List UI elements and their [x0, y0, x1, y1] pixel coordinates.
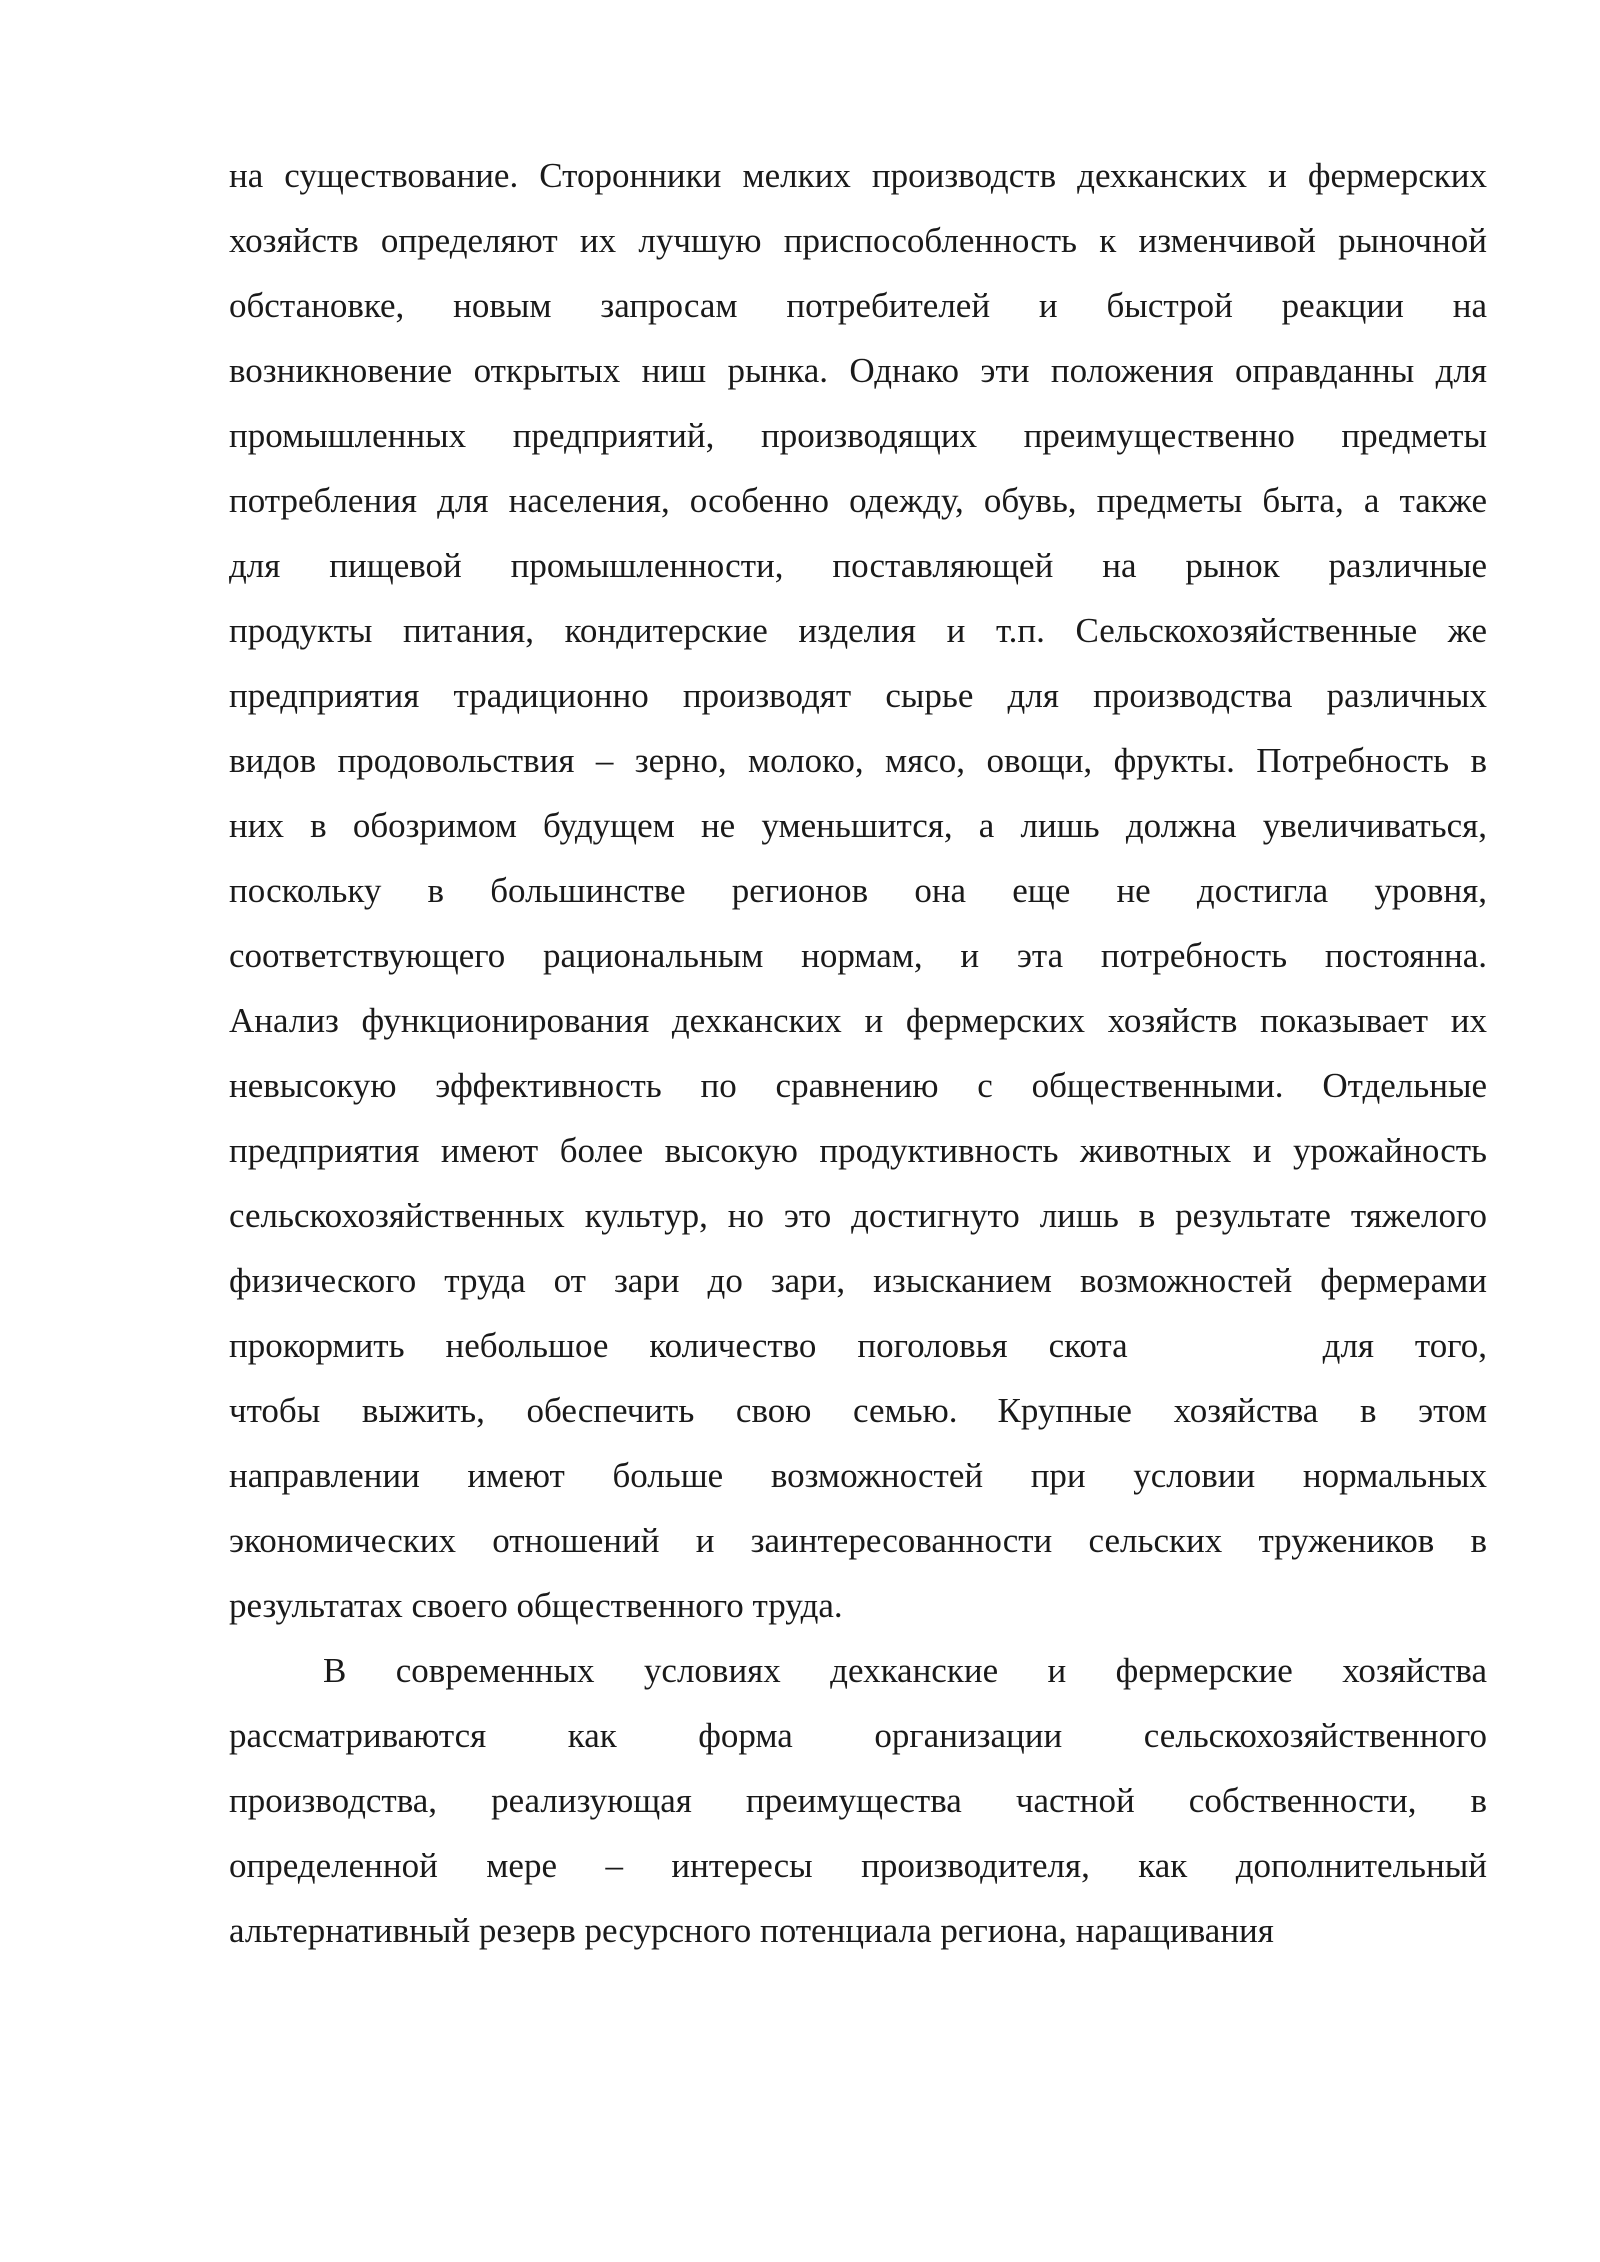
text-line-indented: В современных условиях дехканские и фермерские хозяйства: [323, 1651, 1487, 1690]
text-line: сельскохозяйственных культур, но это достигнуто лишь в результате тяжелого: [229, 1196, 1487, 1235]
text-line-last: альтернативный резерв ресурсного потенциала региона, наращивания: [229, 1911, 1274, 1950]
text-line: рассматриваются как форма организации сельскохозяйственного: [229, 1716, 1487, 1755]
text-line-last: результатах своего общественного труда.: [229, 1586, 843, 1625]
text-line: поскольку в большинстве регионов она еще не достигла уровня,: [229, 871, 1487, 910]
text-line-with-gap: [229, 1383, 1487, 1448]
text-line: предприятия традиционно производят сырье для производства различных: [229, 676, 1487, 715]
text-line-with-gap: [229, 1318, 1487, 1383]
body-text: [229, 148, 1487, 1968]
text-line: невысокую эффективность по сравнению с общественными. Отдельные: [229, 1066, 1487, 1105]
text-line: потребления для населения, особенно одежду, обувь, предметы быта, а также: [229, 481, 1487, 520]
text-line: Анализ функционирования дехканских и фермерских хозяйств показывает их: [229, 1001, 1487, 1040]
text-line: возникновение открытых ниш рынка. Однако эти положения оправданны для: [229, 351, 1487, 390]
text-line: продукты питания, кондитерские изделия и т.п. Сельскохозяйственные же: [229, 611, 1487, 650]
text-line: видов продовольствия – зерно, молоко, мясо, овощи, фрукты. Потребность в: [229, 741, 1487, 780]
text-fragment: чтобы выжить, обеспечить свою семью.: [229, 1391, 958, 1430]
text-line: на существование. Сторонники мелких производств дехканских и фермерских: [229, 156, 1487, 195]
text-line: физического труда от зари до зари, изысканием возможностей фермерами: [229, 1261, 1487, 1300]
paragraph-2: [229, 1643, 1487, 1968]
text-line: промышленных предприятий, производящих преимущественно предметы: [229, 416, 1487, 455]
text-line: соответствующего рациональным нормам, и эта потребность постоянна.: [229, 936, 1487, 975]
text-line: обстановке, новым запросам потребителей и быстрой реакции на: [229, 286, 1487, 325]
text-line: предприятия имеют более высокую продуктивность животных и урожайность: [229, 1131, 1487, 1170]
text-fragment: Крупные хозяйства в этом: [997, 1391, 1487, 1430]
text-line: для пищевой промышленности, поставляющей на рынок различные: [229, 546, 1487, 585]
text-fragment: прокормить небольшое количество поголовья скота: [229, 1326, 1128, 1365]
text-line: определенной мере – интересы производителя, как дополнительный: [229, 1846, 1487, 1885]
paragraph-1: [229, 148, 1487, 1643]
text-fragment: для того,: [1322, 1326, 1487, 1365]
text-line: экономических отношений и заинтересованности сельских тружеников в: [229, 1521, 1487, 1560]
text-line: них в обозримом будущем не уменьшится, а лишь должна увеличиваться,: [229, 806, 1487, 845]
text-line: хозяйств определяют их лучшую приспособленность к изменчивой рыночной: [229, 221, 1487, 260]
text-line: направлении имеют больше возможностей при условии нормальных: [229, 1456, 1487, 1495]
text-line: производства, реализующая преимущества частной собственности, в: [229, 1781, 1487, 1820]
